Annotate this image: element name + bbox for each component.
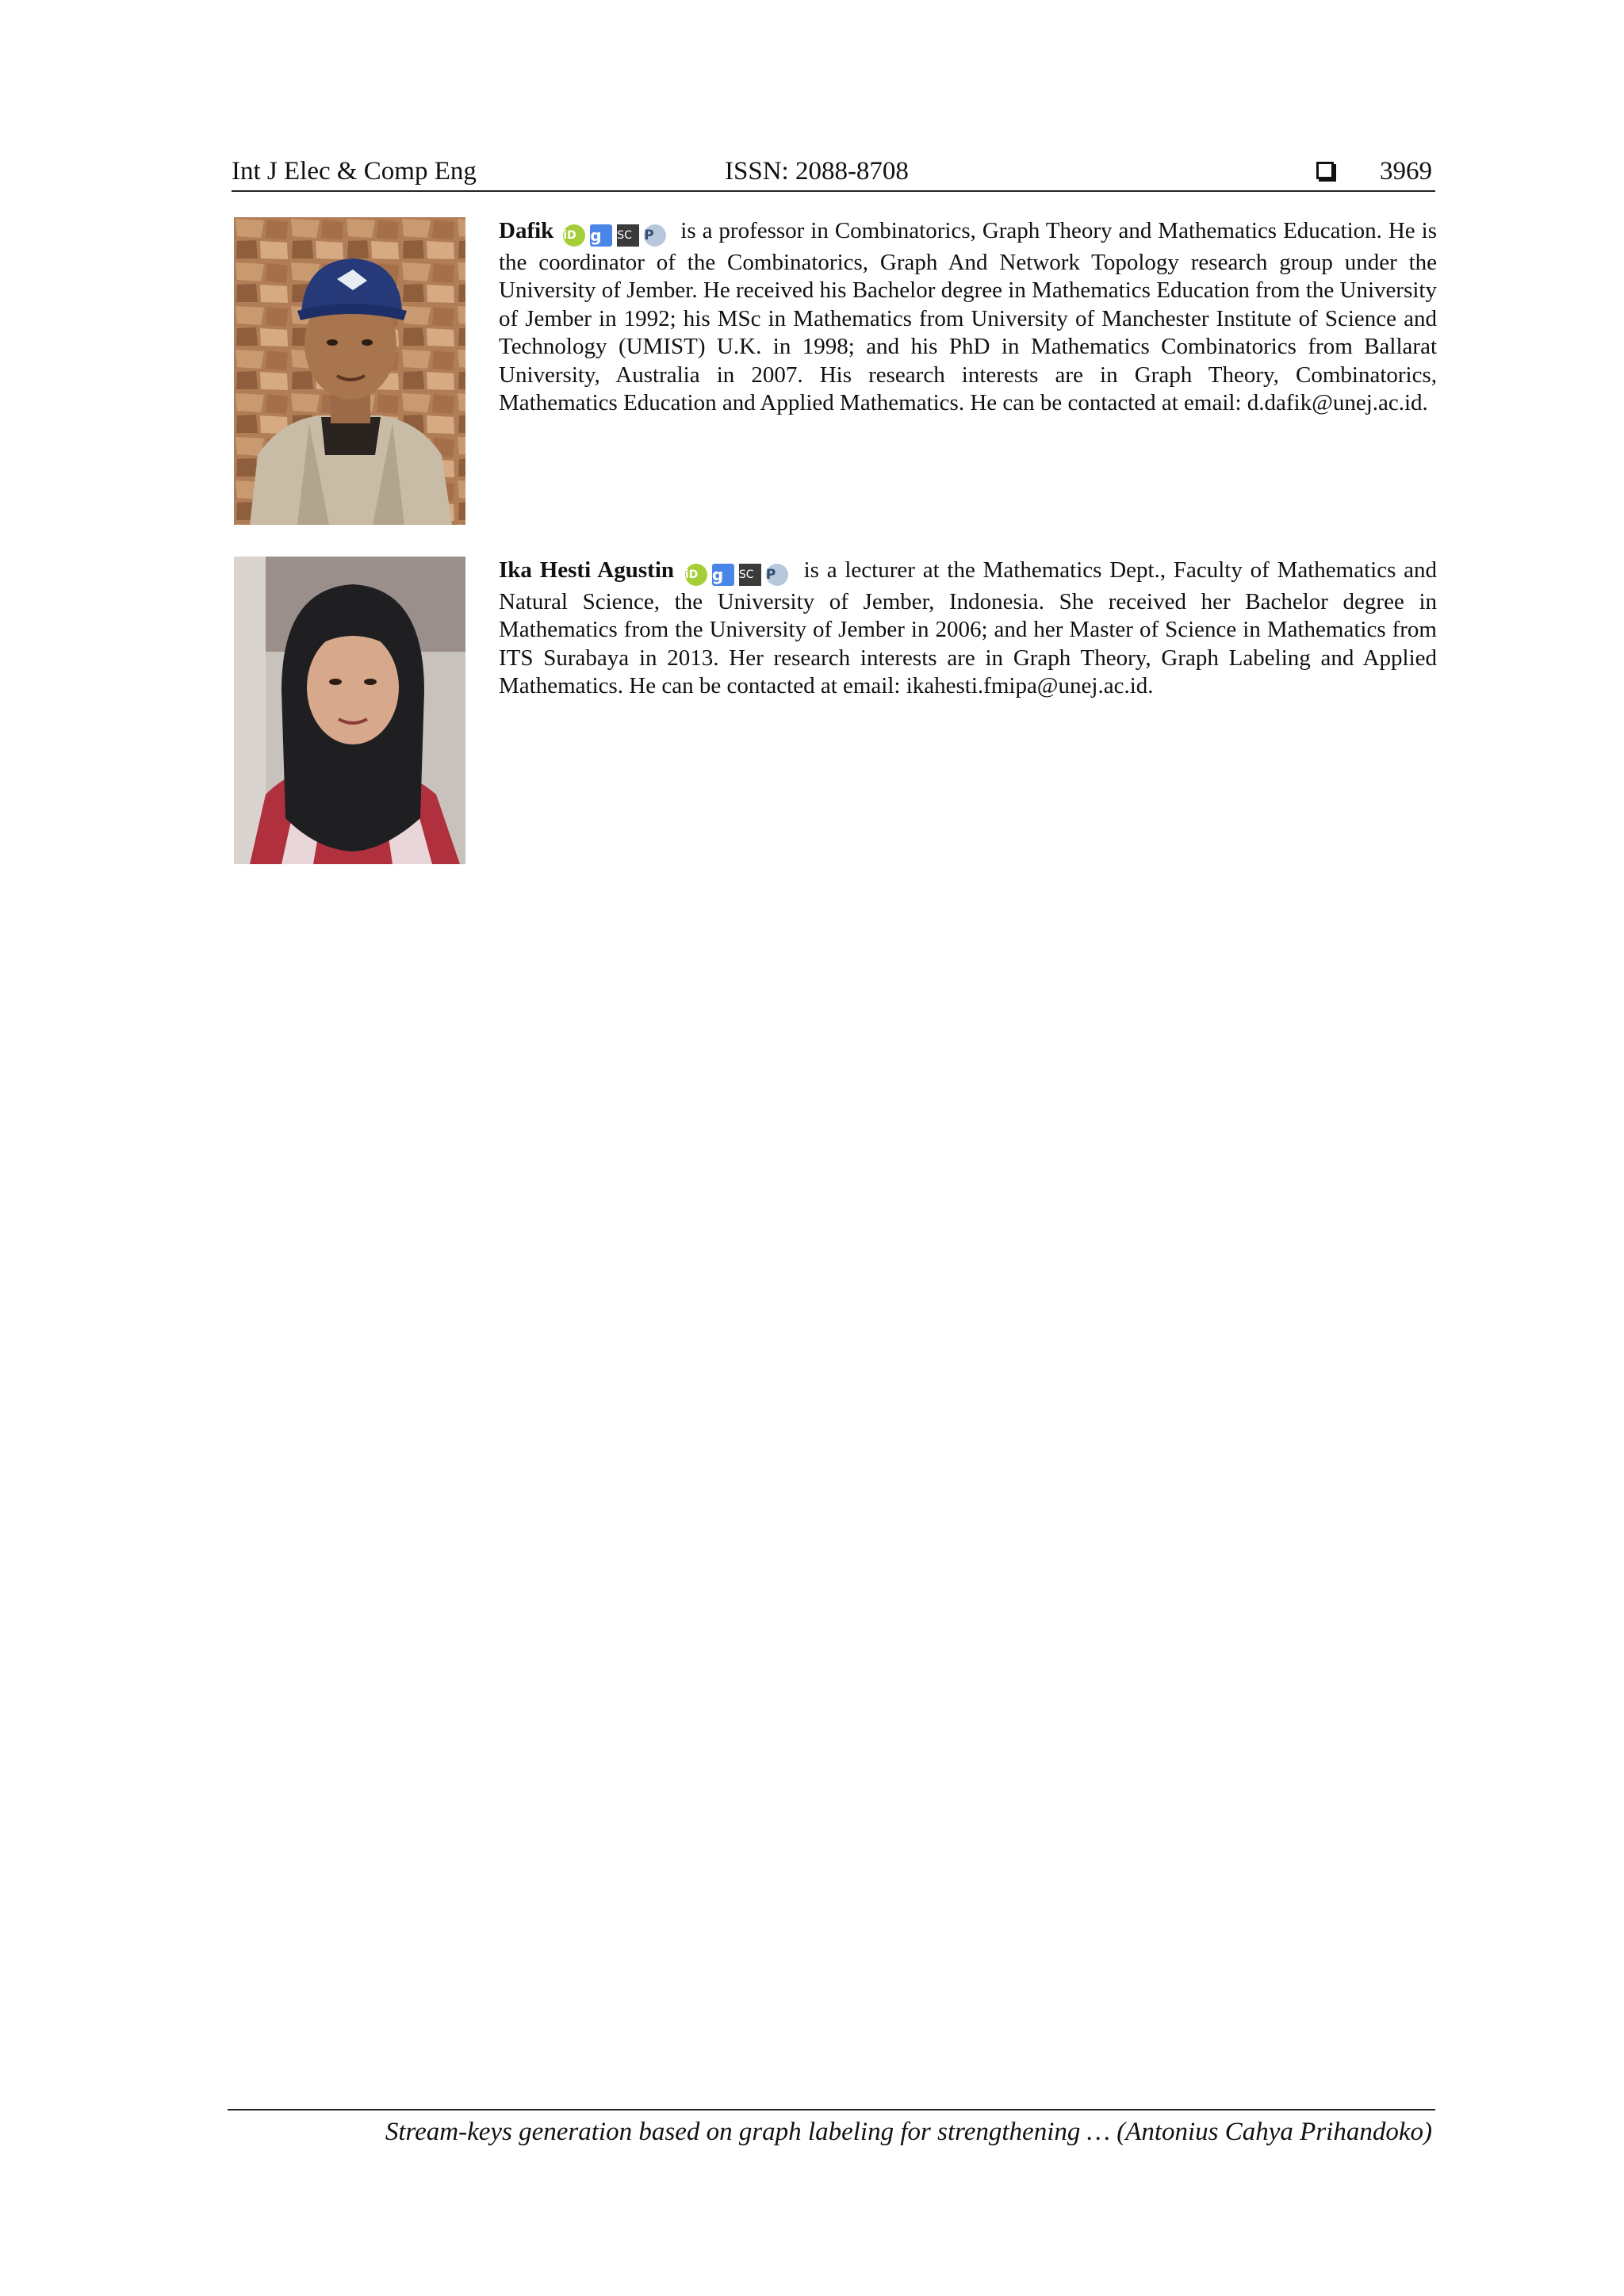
author-bio-text [499,557,1437,701]
scopus-icon[interactable]: SC [617,224,639,247]
author-name: Ika Hesti Agustin [499,557,675,583]
publons-icon[interactable]: P [766,564,788,586]
author-bio-dafik [232,217,1437,526]
square-box-icon [1316,162,1334,179]
author-photo-ika-hesti-agustin [234,557,465,864]
scopus-icon[interactable]: SC [739,564,761,586]
page-header [232,155,1435,192]
page-footer [228,2109,1435,2146]
author-name: Dafik [499,218,554,243]
orcid-icon[interactable]: iD [685,564,707,586]
google-scholar-icon[interactable]: g [712,564,734,586]
author-profile-icons [563,220,671,249]
author-bio-text [499,217,1437,418]
author-photo-dafik [234,217,465,525]
author-description: is a professor in Combinatorics, Graph Theory and Mathematics Education. He is the coordinator of the Combinatorics, Graph And Network Topology research group under the University of Jember. He received his Bachelor degree in Mathematics Education from the University of Jember in 1992; his MSc in Mathematics from University of Manchester Institute of Science and Technology (UMIST) U.K. in 1998; and his PhD in Mathematics Combinatorics from Ballarat University, Australia in 2007. His research interests are in Graph Theory, Combinatorics, Mathematics Education and Applied Mathematics. He can be contacted at email: d.dafik@unej.ac.id. [499,218,1437,415]
publons-icon[interactable]: P [644,224,666,247]
author-profile-icons [685,560,793,588]
author-description: is a lecturer at the Mathematics Dept., Faculty of Mathematics and Natural Science, the University of Jember, Indonesia. She received her Bachelor degree in Mathematics from the University of Jember in 2006; and her Master of Science in Mathematics from ITS Surabaya in 2013. Her research interests are in Graph Theory, Graph Labeling and Applied Mathematics. He can be contacted at email: ikahesti.fmipa@unej.ac.id. [499,557,1438,698]
author-bio-ika-hesti-agustin [232,557,1437,866]
orcid-icon[interactable]: iD [563,224,585,247]
issn: ISSN: 2088-8708 [725,157,909,186]
google-scholar-icon[interactable]: g [590,224,612,247]
footer-running-title: Stream-keys generation based on graph labeling for strengthening … (Antonius Cahya Prihandoko) [385,2118,1432,2146]
journal-name: Int J Elec & Comp Eng [232,157,477,186]
page-number: 3969 [1380,157,1432,186]
